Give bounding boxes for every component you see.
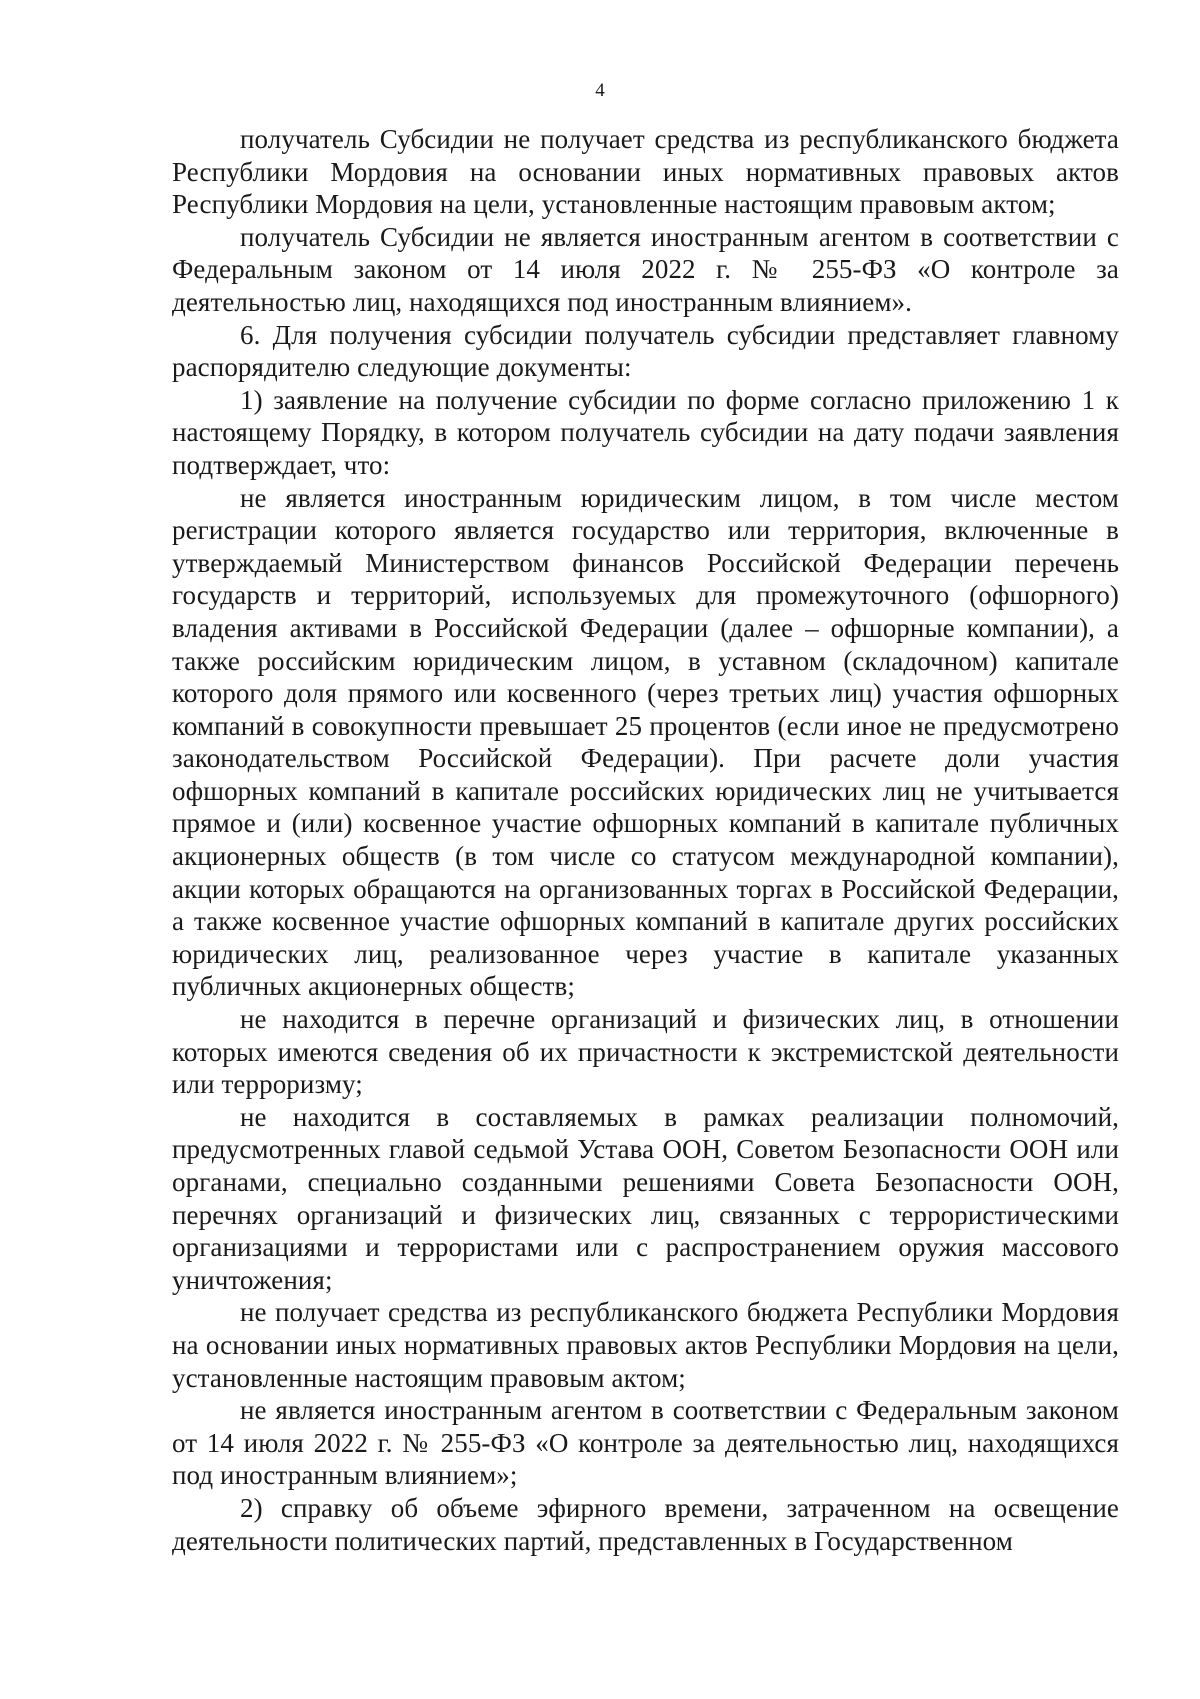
paragraph-subitem-2: 2) справку об объеме эфирного времени, затраченном на освещение деятельности политических партий, представленных в Государственном: [172, 1492, 1119, 1556]
page-number: 4: [595, 80, 605, 101]
paragraph-budget-other-acts: не получает средства из республиканского бюджета Республики Мордовия на основании иных нормативных правовых актов Республики Мордовия на цели, установленные настоящим правовым актом;: [172, 1297, 1119, 1393]
paragraph-foreign-agent: не является иностранным агентом в соответствии с Федеральным законом от 14 июля 2022 г. № 255-ФЗ «О контроле за деятельностью лиц, находящихся под иностранным влиянием»;: [172, 1395, 1119, 1491]
paragraph-subitem-1: 1) заявление на получение субсидии по форме согласно приложению 1 к настоящему Порядку, в котором получатель субсидии на дату подачи заявления подтверждает, что:: [172, 384, 1119, 480]
paragraph-subsidy-foreign-agent: получатель Субсидии не является иностранным агентом в соответствии с Федеральным законом от 14 июля 2022 г. № 255-ФЗ «О контроле за деятельностью лиц, находящихся под иностранным влиянием».: [172, 221, 1119, 317]
document-body: [172, 123, 1119, 1557]
paragraph-un-lists: не находится в составляемых в рамках реализации полномочий, предусмотренных главой седьмой Устава ООН, Советом Безопасности ООН или органами, специально созданными решениями Совета Безопасности ООН, перечнях организаций и физических лиц, связанных с террористическими организациями и террористами или с распространением оружия массового уничтожения;: [172, 1101, 1119, 1295]
paragraph-offshore: не является иностранным юридическим лицом, в том числе местом регистрации которого является государство или территория, включенные в утверждаемый Министерством финансов Российской Федерации перечень государств и территорий, используемых для промежуточного (офшорного) владения активами в Российской Федерации (далее – офшорные компании), а также российским юридическим лицом, в уставном (складочном) капитале которого доля прямого или косвенного (через третьих лиц) участия офшорных компаний в совокупности превышает 25 процентов (если иное не предусмотрено законодательством Российской Федерации). При расчете доли участия офшорных компаний в капитале российских юридических лиц не учитывается прямое и (или) косвенное участие офшорных компаний в капитале публичных акционерных обществ (в том числе со статусом международной компании), акции которых обращаются на организованных торгах в Российской Федерации, а также косвенное участие офшорных компаний в капитале других российских юридических лиц, реализованное через участие в капитале указанных публичных акционерных обществ;: [172, 482, 1119, 1002]
paragraph-item-6: 6. Для получения субсидии получатель субсидии представляет главному распорядителю следующие документы:: [172, 319, 1119, 383]
paragraph-extremism: не находится в перечне организаций и физических лиц, в отношении которых имеются сведения об их причастности к экстремистской деятельности или терроризму;: [172, 1004, 1119, 1100]
paragraph-subsidy-budget: получатель Субсидии не получает средства из республиканского бюджета Республики Мордовия на основании иных нормативных правовых актов Республики Мордовия на цели, установленные настоящим правовым актом;: [172, 124, 1119, 220]
